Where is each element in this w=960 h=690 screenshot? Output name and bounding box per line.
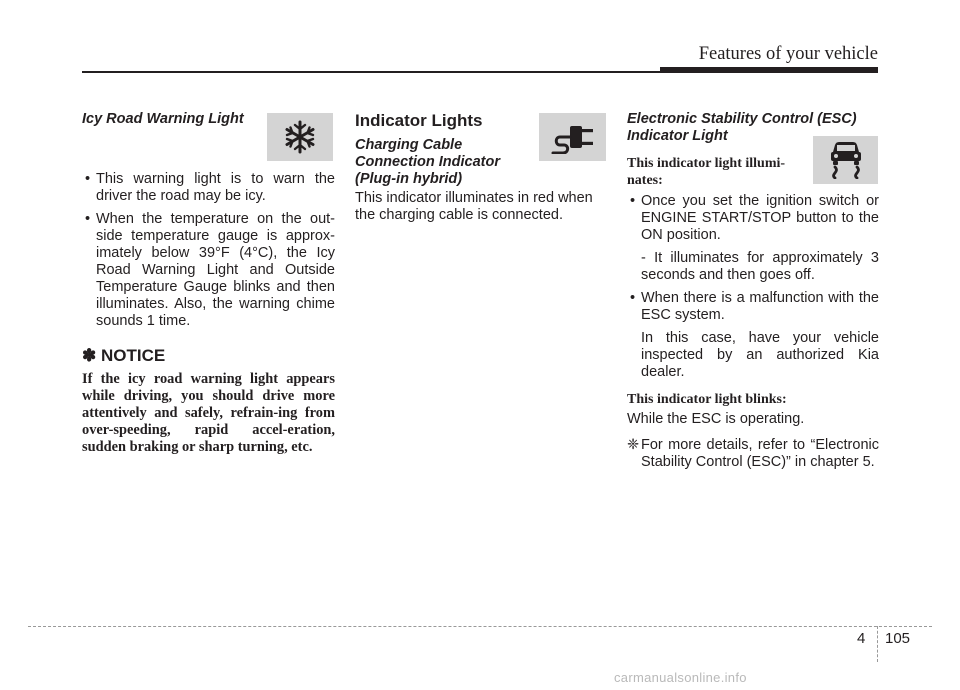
esc-reference-text: For more details, refer to “Electronic Stability Control (ESC)” in chapter 5. [641, 437, 879, 470]
esc-reference [627, 437, 879, 471]
snowflake-icon [283, 120, 317, 154]
esc-conditions [627, 193, 879, 381]
icy-road-heading: Icy Road Warning Light [82, 111, 244, 127]
icy-road-bullet: • When the temperature on the out-side temperature gauge is approx-imately below 39°F (4°C), the Icy Road Warning Light and Outside Temperature Gauge blinks and then illuminates. Also, the warning chime sounds 1 time. [82, 211, 335, 330]
esc-skid-icon [826, 141, 866, 179]
esc-heading-line: Indicator Light [627, 128, 728, 144]
notice-text: If the icy road warning light appears while driving, you should drive more attentively and safely, refrain-ing from over-speeding, rapid accel-eration, sudden braking or sharp turning, etc. [82, 371, 335, 455]
page-header-title: Features of your vehicle [698, 44, 878, 64]
esc-heading-line: Electronic Stability Control (ESC) [627, 111, 857, 127]
snowflake-icon-box [267, 113, 333, 161]
notice-title [82, 346, 165, 366]
charging-cable-heading-line: Charging Cable [355, 137, 463, 153]
plug-icon [550, 120, 596, 154]
charging-cable-text: This indicator illuminates in red when the charging cable is connected. [355, 190, 593, 223]
charging-cable-heading-line: (Plug-in hybrid) [355, 171, 463, 187]
footer-divider [877, 626, 878, 662]
watermark: carmanualsonline.info [614, 670, 747, 685]
charging-cable-heading-line: Connection Indicator [355, 154, 500, 170]
esc-bullet-followup: In this case, have your vehicle inspected by an authorized Kia dealer. [641, 330, 879, 380]
reference-symbol-icon: ❈ [627, 437, 640, 453]
indicator-lights-heading: Indicator Lights [355, 111, 483, 130]
notice-symbol-icon: ✽ [82, 346, 97, 365]
esc-illuminates-label [627, 155, 785, 189]
esc-illuminates-label-line: nates: [627, 173, 663, 188]
icy-road-bullet: • This warning light is to warn the driver the road may be icy. [82, 171, 335, 205]
footer-rule [28, 626, 932, 627]
header-rule-accent [660, 67, 878, 73]
esc-blinks-text: While the ESC is operating. [627, 411, 805, 427]
chapter-number: 4 [857, 630, 866, 647]
notice-title-text: NOTICE [100, 346, 166, 365]
header-rule [82, 71, 660, 73]
plug-icon-box [539, 113, 606, 161]
page-number: 105 [885, 630, 911, 647]
esc-bullet: • When there is a malfunction with the ESC system. [627, 290, 879, 324]
esc-sub-bullet: - It illuminates for approximately 3 seconds and then goes off. [641, 250, 879, 283]
esc-bullet: • Once you set the ignition switch or ENGINE START/STOP button to the ON position. [627, 193, 879, 244]
charging-cable-heading [355, 137, 500, 188]
esc-blinks-label: This indicator light blinks: [627, 392, 787, 407]
esc-icon-box [813, 136, 878, 184]
esc-illuminates-label-line: This indicator light illumi- [627, 156, 786, 171]
